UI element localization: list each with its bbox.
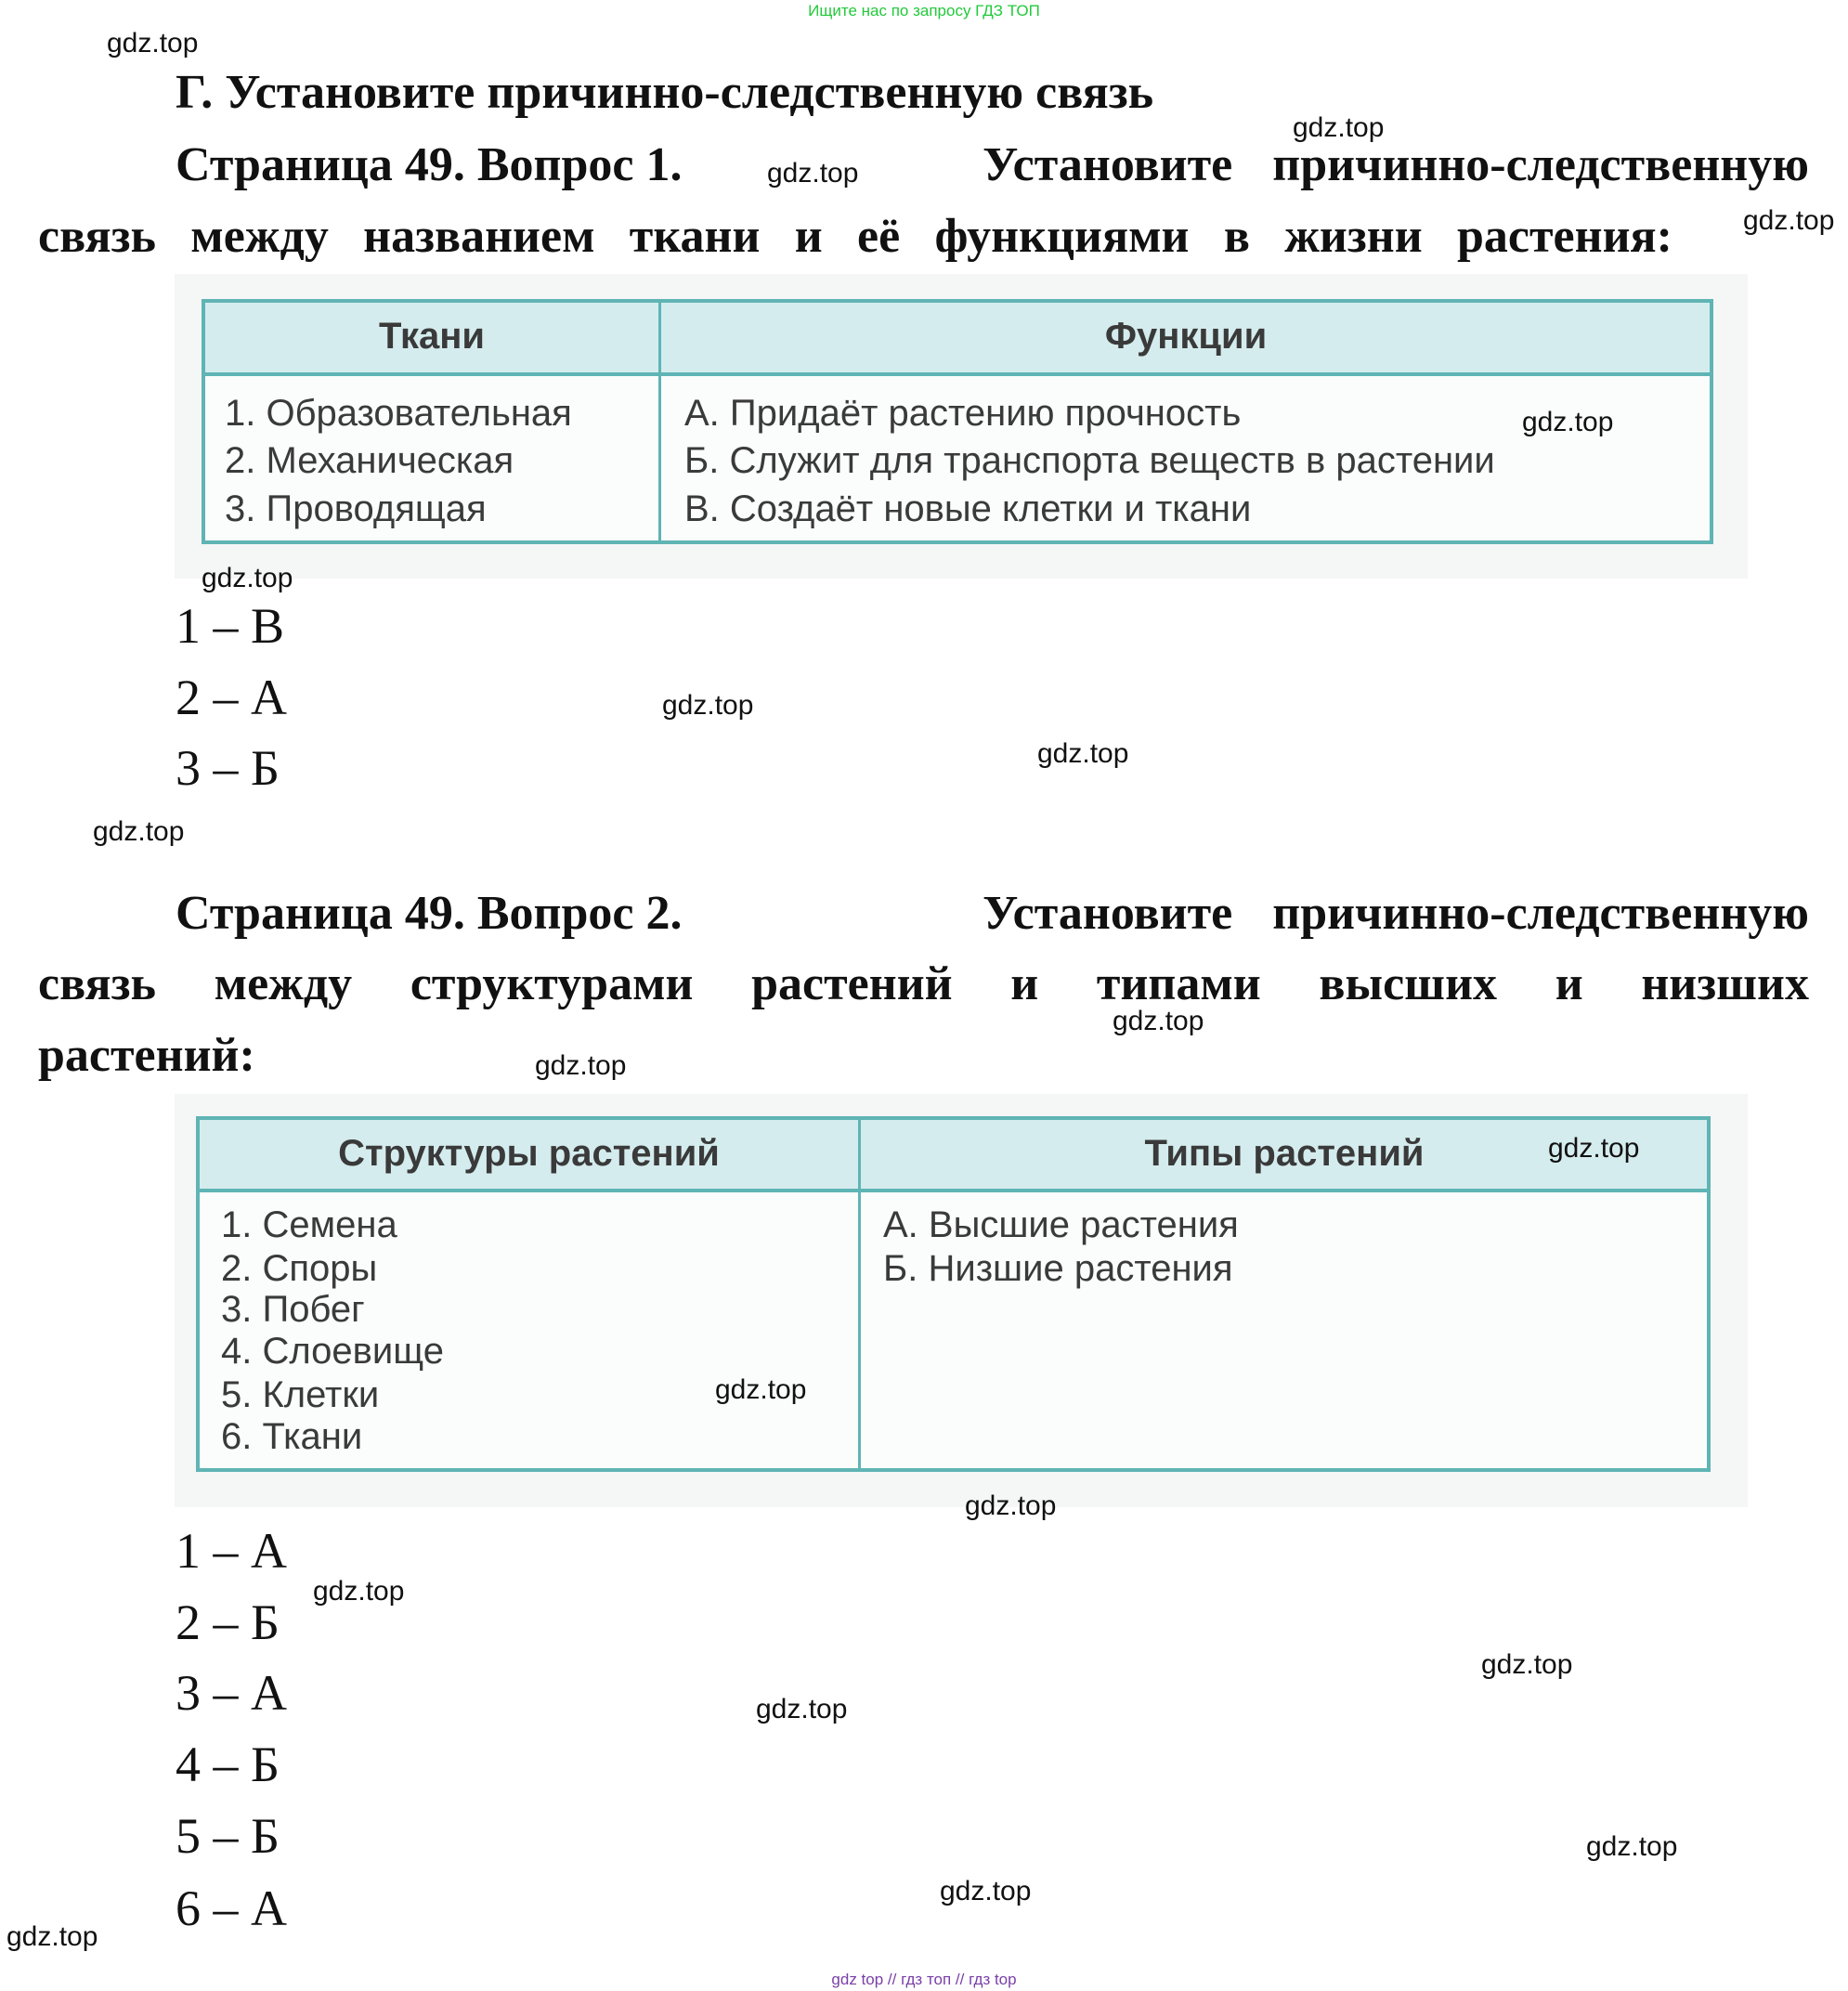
q2-structure-4: 4. Слоевище <box>221 1331 444 1372</box>
watermark: gdz.top <box>1113 1006 1204 1036</box>
q2-structure-5: 5. Клетки <box>221 1374 380 1415</box>
q2-heading-line2: связь между структурами растений и типами высших и низших <box>38 957 1809 1010</box>
watermark: gdz.top <box>93 816 185 847</box>
q1-heading-line2: связь между названием ткани и её функциями в жизни растения: <box>38 210 1672 263</box>
footer-links: gdz top // гдз топ // гдз top <box>831 1971 1017 1988</box>
watermark: gdz.top <box>965 1490 1057 1521</box>
q1-answer-2: 2 – А <box>176 670 287 725</box>
q2-structure-6: 6. Ткани <box>221 1416 363 1457</box>
watermark: gdz.top <box>535 1050 627 1081</box>
q2-structure-1: 1. Семена <box>221 1204 397 1245</box>
watermark: gdz.top <box>940 1876 1032 1906</box>
q1-tissue-2: 2. Механическая <box>225 440 514 481</box>
watermark: gdz.top <box>1743 205 1835 236</box>
q2-table <box>196 1116 1711 1472</box>
watermark: gdz.top <box>7 1921 98 1952</box>
q2-label: Страница 49. Вопрос 2. <box>176 887 683 940</box>
watermark: gdz.top <box>662 690 754 721</box>
q2-answer-1: 1 – А <box>176 1523 287 1579</box>
q1-label: Страница 49. Вопрос 1. <box>176 138 683 191</box>
q1-tissue-3: 3. Проводящая <box>225 488 487 529</box>
q2-header-types: Типы растений <box>1144 1133 1425 1174</box>
q2-answer-4: 4 – Б <box>176 1737 280 1792</box>
q2-header-structures: Структуры растений <box>338 1133 720 1174</box>
q1-table-image <box>175 274 1748 579</box>
watermark: gdz.top <box>767 158 859 189</box>
q2-heading-rest: Установите причинно-следственную <box>983 887 1809 940</box>
section-title: Г. Установите причинно-следственную связь <box>176 66 1154 119</box>
q2-answer-5: 5 – Б <box>176 1808 280 1864</box>
q1-table <box>202 299 1713 544</box>
q2-answer-6: 6 – А <box>176 1880 287 1936</box>
q1-tissue-1: 1. Образовательная <box>225 393 572 434</box>
watermark: gdz.top <box>107 28 199 59</box>
q1-answer-3: 3 – Б <box>176 740 280 796</box>
top-banner: Ищите нас по запросу ГДЗ ТОП <box>808 2 1040 20</box>
q2-structure-3: 3. Побег <box>221 1289 365 1330</box>
q2-heading-line3: растений: <box>38 1029 255 1082</box>
watermark: gdz.top <box>756 1694 848 1724</box>
q2-type-b: Б. Низшие растения <box>883 1248 1233 1289</box>
q2-structure-2: 2. Споры <box>221 1248 378 1289</box>
q1-header-functions: Функции <box>1104 316 1268 357</box>
q1-function-b: Б. Служит для транспорта веществ в растении <box>684 440 1495 481</box>
watermark: gdz.top <box>313 1576 405 1607</box>
q2-answer-3: 3 – А <box>176 1665 287 1721</box>
q1-function-a: А. Придаёт растению прочность <box>684 393 1242 434</box>
q2-answer-2: 2 – Б <box>176 1594 280 1650</box>
q2-type-a: А. Высшие растения <box>883 1204 1239 1245</box>
watermark: gdz.top <box>1548 1133 1640 1164</box>
watermark: gdz.top <box>1037 738 1129 769</box>
q1-answer-1: 1 – В <box>176 598 285 654</box>
watermark: gdz.top <box>1522 407 1614 437</box>
q1-function-c: В. Создаёт новые клетки и ткани <box>684 488 1252 529</box>
watermark: gdz.top <box>715 1374 807 1405</box>
watermark: gdz.top <box>1481 1649 1573 1680</box>
watermark: gdz.top <box>1293 112 1385 143</box>
q1-header-tissues: Ткани <box>379 316 485 357</box>
q2-table-image <box>175 1094 1748 1507</box>
q1-heading-rest: Установите причинно-следственную <box>983 138 1809 191</box>
watermark: gdz.top <box>1586 1831 1678 1862</box>
watermark: gdz.top <box>202 563 293 593</box>
